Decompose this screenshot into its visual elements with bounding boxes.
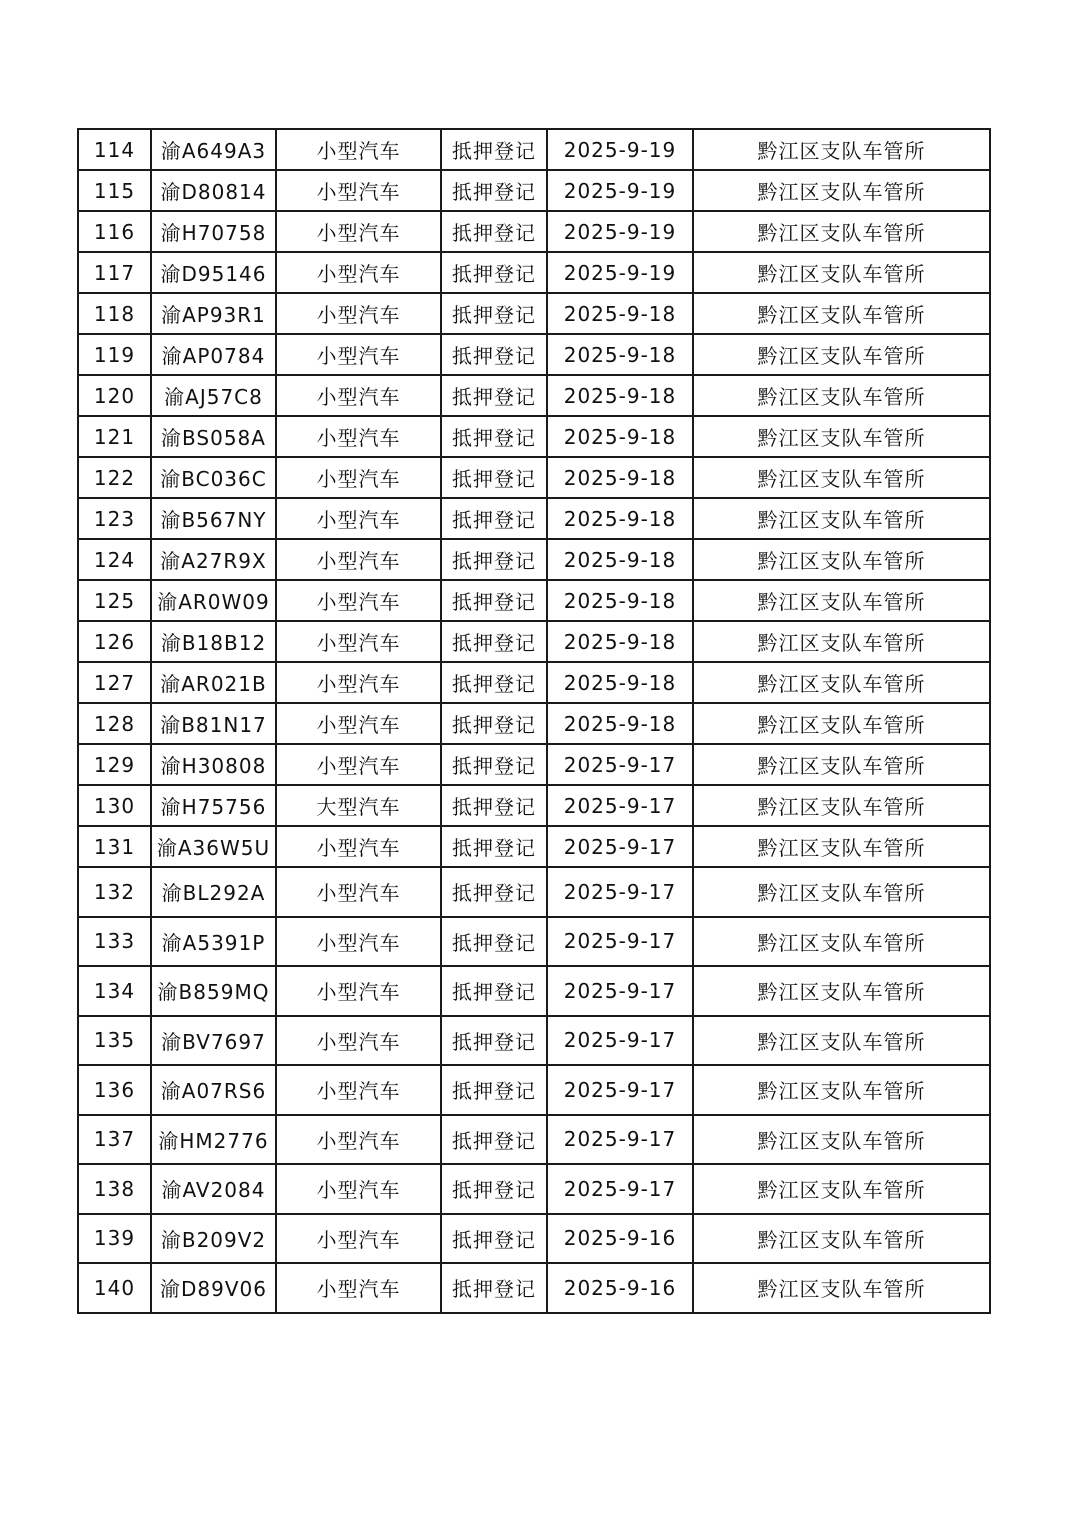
- business-type-cell: 抵押登记: [441, 293, 547, 334]
- date-cell: 2025-9-17: [547, 966, 693, 1016]
- serial-number-cell: 137: [78, 1115, 151, 1165]
- serial-number-cell: 119: [78, 334, 151, 375]
- plate-number-cell: 渝A36W5U: [151, 826, 276, 867]
- date-cell: 2025-9-18: [547, 580, 693, 621]
- serial-number-cell: 131: [78, 826, 151, 867]
- business-type-cell: 抵押登记: [441, 1016, 547, 1066]
- vehicle-type-cell: 小型汽车: [276, 334, 441, 375]
- business-type-cell: 抵押登记: [441, 703, 547, 744]
- date-cell: 2025-9-18: [547, 498, 693, 539]
- table-row: [78, 826, 990, 867]
- business-type-cell: 抵押登记: [441, 966, 547, 1016]
- serial-number-cell: 118: [78, 293, 151, 334]
- table-row: [78, 1263, 990, 1313]
- business-type-cell: 抵押登记: [441, 1065, 547, 1115]
- table-row: [78, 539, 990, 580]
- vehicle-type-cell: 小型汽车: [276, 1164, 441, 1214]
- vehicle-type-cell: 小型汽车: [276, 129, 441, 170]
- office-cell: 黔江区支队车管所: [693, 457, 990, 498]
- table-row: [78, 662, 990, 703]
- plate-number-cell: 渝D95146: [151, 252, 276, 293]
- date-cell: 2025-9-19: [547, 129, 693, 170]
- table-row: [78, 1164, 990, 1214]
- date-cell: 2025-9-18: [547, 662, 693, 703]
- date-cell: 2025-9-17: [547, 744, 693, 785]
- date-cell: 2025-9-18: [547, 621, 693, 662]
- serial-number-cell: 127: [78, 662, 151, 703]
- date-cell: 2025-9-19: [547, 252, 693, 293]
- plate-number-cell: 渝B209V2: [151, 1214, 276, 1264]
- serial-number-cell: 134: [78, 966, 151, 1016]
- business-type-cell: 抵押登记: [441, 539, 547, 580]
- table-row: [78, 498, 990, 539]
- serial-number-cell: 125: [78, 580, 151, 621]
- vehicle-type-cell: 大型汽车: [276, 785, 441, 826]
- date-cell: 2025-9-18: [547, 375, 693, 416]
- serial-number-cell: 138: [78, 1164, 151, 1214]
- plate-number-cell: 渝BC036C: [151, 457, 276, 498]
- office-cell: 黔江区支队车管所: [693, 293, 990, 334]
- business-type-cell: 抵押登记: [441, 498, 547, 539]
- plate-number-cell: 渝H70758: [151, 211, 276, 252]
- table-row: [78, 252, 990, 293]
- business-type-cell: 抵押登记: [441, 785, 547, 826]
- records-table: [77, 128, 991, 1314]
- table-row: [78, 785, 990, 826]
- plate-number-cell: 渝AR0W09: [151, 580, 276, 621]
- vehicle-type-cell: 小型汽车: [276, 966, 441, 1016]
- vehicle-type-cell: 小型汽车: [276, 703, 441, 744]
- plate-number-cell: 渝BL292A: [151, 867, 276, 917]
- serial-number-cell: 133: [78, 917, 151, 967]
- office-cell: 黔江区支队车管所: [693, 416, 990, 457]
- plate-number-cell: 渝HM2776: [151, 1115, 276, 1165]
- vehicle-type-cell: 小型汽车: [276, 252, 441, 293]
- plate-number-cell: 渝A5391P: [151, 917, 276, 967]
- vehicle-type-cell: 小型汽车: [276, 457, 441, 498]
- table-row: [78, 129, 990, 170]
- business-type-cell: 抵押登记: [441, 580, 547, 621]
- vehicle-type-cell: 小型汽车: [276, 539, 441, 580]
- office-cell: 黔江区支队车管所: [693, 334, 990, 375]
- business-type-cell: 抵押登记: [441, 1164, 547, 1214]
- table-row: [78, 211, 990, 252]
- table-row: [78, 744, 990, 785]
- plate-number-cell: 渝AP0784: [151, 334, 276, 375]
- business-type-cell: 抵押登记: [441, 744, 547, 785]
- table-row: [78, 293, 990, 334]
- office-cell: 黔江区支队车管所: [693, 375, 990, 416]
- plate-number-cell: 渝D89V06: [151, 1263, 276, 1313]
- business-type-cell: 抵押登记: [441, 826, 547, 867]
- date-cell: 2025-9-17: [547, 1164, 693, 1214]
- date-cell: 2025-9-18: [547, 703, 693, 744]
- date-cell: 2025-9-19: [547, 170, 693, 211]
- office-cell: 黔江区支队车管所: [693, 1164, 990, 1214]
- date-cell: 2025-9-16: [547, 1214, 693, 1264]
- date-cell: 2025-9-18: [547, 539, 693, 580]
- vehicle-type-cell: 小型汽车: [276, 580, 441, 621]
- serial-number-cell: 126: [78, 621, 151, 662]
- office-cell: 黔江区支队车管所: [693, 867, 990, 917]
- date-cell: 2025-9-16: [547, 1263, 693, 1313]
- serial-number-cell: 122: [78, 457, 151, 498]
- business-type-cell: 抵押登记: [441, 1214, 547, 1264]
- business-type-cell: 抵押登记: [441, 867, 547, 917]
- office-cell: 黔江区支队车管所: [693, 498, 990, 539]
- plate-number-cell: 渝AJ57C8: [151, 375, 276, 416]
- serial-number-cell: 136: [78, 1065, 151, 1115]
- date-cell: 2025-9-17: [547, 1065, 693, 1115]
- table-row: [78, 867, 990, 917]
- date-cell: 2025-9-17: [547, 785, 693, 826]
- office-cell: 黔江区支队车管所: [693, 966, 990, 1016]
- table-row: [78, 621, 990, 662]
- table-row: [78, 1065, 990, 1115]
- plate-number-cell: 渝B567NY: [151, 498, 276, 539]
- vehicle-type-cell: 小型汽车: [276, 826, 441, 867]
- serial-number-cell: 129: [78, 744, 151, 785]
- serial-number-cell: 116: [78, 211, 151, 252]
- office-cell: 黔江区支队车管所: [693, 252, 990, 293]
- table-row: [78, 457, 990, 498]
- serial-number-cell: 130: [78, 785, 151, 826]
- business-type-cell: 抵押登记: [441, 1263, 547, 1313]
- vehicle-type-cell: 小型汽车: [276, 498, 441, 539]
- office-cell: 黔江区支队车管所: [693, 211, 990, 252]
- date-cell: 2025-9-17: [547, 826, 693, 867]
- office-cell: 黔江区支队车管所: [693, 826, 990, 867]
- office-cell: 黔江区支队车管所: [693, 170, 990, 211]
- office-cell: 黔江区支队车管所: [693, 621, 990, 662]
- office-cell: 黔江区支队车管所: [693, 917, 990, 967]
- business-type-cell: 抵押登记: [441, 129, 547, 170]
- table-row: [78, 580, 990, 621]
- plate-number-cell: 渝BS058A: [151, 416, 276, 457]
- serial-number-cell: 117: [78, 252, 151, 293]
- vehicle-type-cell: 小型汽车: [276, 1214, 441, 1264]
- serial-number-cell: 124: [78, 539, 151, 580]
- table-row: [78, 1214, 990, 1264]
- date-cell: 2025-9-17: [547, 1115, 693, 1165]
- table-row: [78, 966, 990, 1016]
- office-cell: 黔江区支队车管所: [693, 1065, 990, 1115]
- business-type-cell: 抵押登记: [441, 334, 547, 375]
- plate-number-cell: 渝H30808: [151, 744, 276, 785]
- date-cell: 2025-9-18: [547, 334, 693, 375]
- plate-number-cell: 渝AP93R1: [151, 293, 276, 334]
- office-cell: 黔江区支队车管所: [693, 744, 990, 785]
- records-table-body: [78, 129, 990, 1313]
- vehicle-type-cell: 小型汽车: [276, 621, 441, 662]
- table-row: [78, 375, 990, 416]
- date-cell: 2025-9-18: [547, 457, 693, 498]
- table-row: [78, 334, 990, 375]
- business-type-cell: 抵押登记: [441, 621, 547, 662]
- table-row: [78, 703, 990, 744]
- business-type-cell: 抵押登记: [441, 662, 547, 703]
- office-cell: 黔江区支队车管所: [693, 1016, 990, 1066]
- date-cell: 2025-9-17: [547, 867, 693, 917]
- plate-number-cell: 渝B18B12: [151, 621, 276, 662]
- vehicle-type-cell: 小型汽车: [276, 211, 441, 252]
- plate-number-cell: 渝A27R9X: [151, 539, 276, 580]
- office-cell: 黔江区支队车管所: [693, 1263, 990, 1313]
- vehicle-type-cell: 小型汽车: [276, 375, 441, 416]
- office-cell: 黔江区支队车管所: [693, 129, 990, 170]
- serial-number-cell: 132: [78, 867, 151, 917]
- plate-number-cell: 渝B859MQ: [151, 966, 276, 1016]
- vehicle-type-cell: 小型汽车: [276, 1263, 441, 1313]
- vehicle-type-cell: 小型汽车: [276, 867, 441, 917]
- vehicle-type-cell: 小型汽车: [276, 1115, 441, 1165]
- date-cell: 2025-9-18: [547, 293, 693, 334]
- serial-number-cell: 114: [78, 129, 151, 170]
- serial-number-cell: 123: [78, 498, 151, 539]
- table-row: [78, 170, 990, 211]
- business-type-cell: 抵押登记: [441, 375, 547, 416]
- plate-number-cell: 渝A649A3: [151, 129, 276, 170]
- serial-number-cell: 135: [78, 1016, 151, 1066]
- business-type-cell: 抵押登记: [441, 457, 547, 498]
- vehicle-type-cell: 小型汽车: [276, 1065, 441, 1115]
- business-type-cell: 抵押登记: [441, 1115, 547, 1165]
- serial-number-cell: 140: [78, 1263, 151, 1313]
- table-row: [78, 416, 990, 457]
- office-cell: 黔江区支队车管所: [693, 1214, 990, 1264]
- table-row: [78, 1016, 990, 1066]
- table-row: [78, 917, 990, 967]
- date-cell: 2025-9-19: [547, 211, 693, 252]
- vehicle-type-cell: 小型汽车: [276, 170, 441, 211]
- office-cell: 黔江区支队车管所: [693, 580, 990, 621]
- business-type-cell: 抵押登记: [441, 416, 547, 457]
- business-type-cell: 抵押登记: [441, 917, 547, 967]
- serial-number-cell: 115: [78, 170, 151, 211]
- table-row: [78, 1115, 990, 1165]
- vehicle-type-cell: 小型汽车: [276, 1016, 441, 1066]
- vehicle-type-cell: 小型汽车: [276, 917, 441, 967]
- vehicle-type-cell: 小型汽车: [276, 293, 441, 334]
- office-cell: 黔江区支队车管所: [693, 703, 990, 744]
- vehicle-type-cell: 小型汽车: [276, 416, 441, 457]
- plate-number-cell: 渝D80814: [151, 170, 276, 211]
- business-type-cell: 抵押登记: [441, 252, 547, 293]
- serial-number-cell: 128: [78, 703, 151, 744]
- plate-number-cell: 渝H75756: [151, 785, 276, 826]
- office-cell: 黔江区支队车管所: [693, 539, 990, 580]
- office-cell: 黔江区支队车管所: [693, 662, 990, 703]
- vehicle-type-cell: 小型汽车: [276, 662, 441, 703]
- business-type-cell: 抵押登记: [441, 211, 547, 252]
- serial-number-cell: 121: [78, 416, 151, 457]
- serial-number-cell: 120: [78, 375, 151, 416]
- date-cell: 2025-9-17: [547, 1016, 693, 1066]
- business-type-cell: 抵押登记: [441, 170, 547, 211]
- vehicle-type-cell: 小型汽车: [276, 744, 441, 785]
- plate-number-cell: 渝B81N17: [151, 703, 276, 744]
- office-cell: 黔江区支队车管所: [693, 785, 990, 826]
- plate-number-cell: 渝AV2084: [151, 1164, 276, 1214]
- date-cell: 2025-9-17: [547, 917, 693, 967]
- plate-number-cell: 渝AR021B: [151, 662, 276, 703]
- office-cell: 黔江区支队车管所: [693, 1115, 990, 1165]
- plate-number-cell: 渝A07RS6: [151, 1065, 276, 1115]
- plate-number-cell: 渝BV7697: [151, 1016, 276, 1066]
- serial-number-cell: 139: [78, 1214, 151, 1264]
- date-cell: 2025-9-18: [547, 416, 693, 457]
